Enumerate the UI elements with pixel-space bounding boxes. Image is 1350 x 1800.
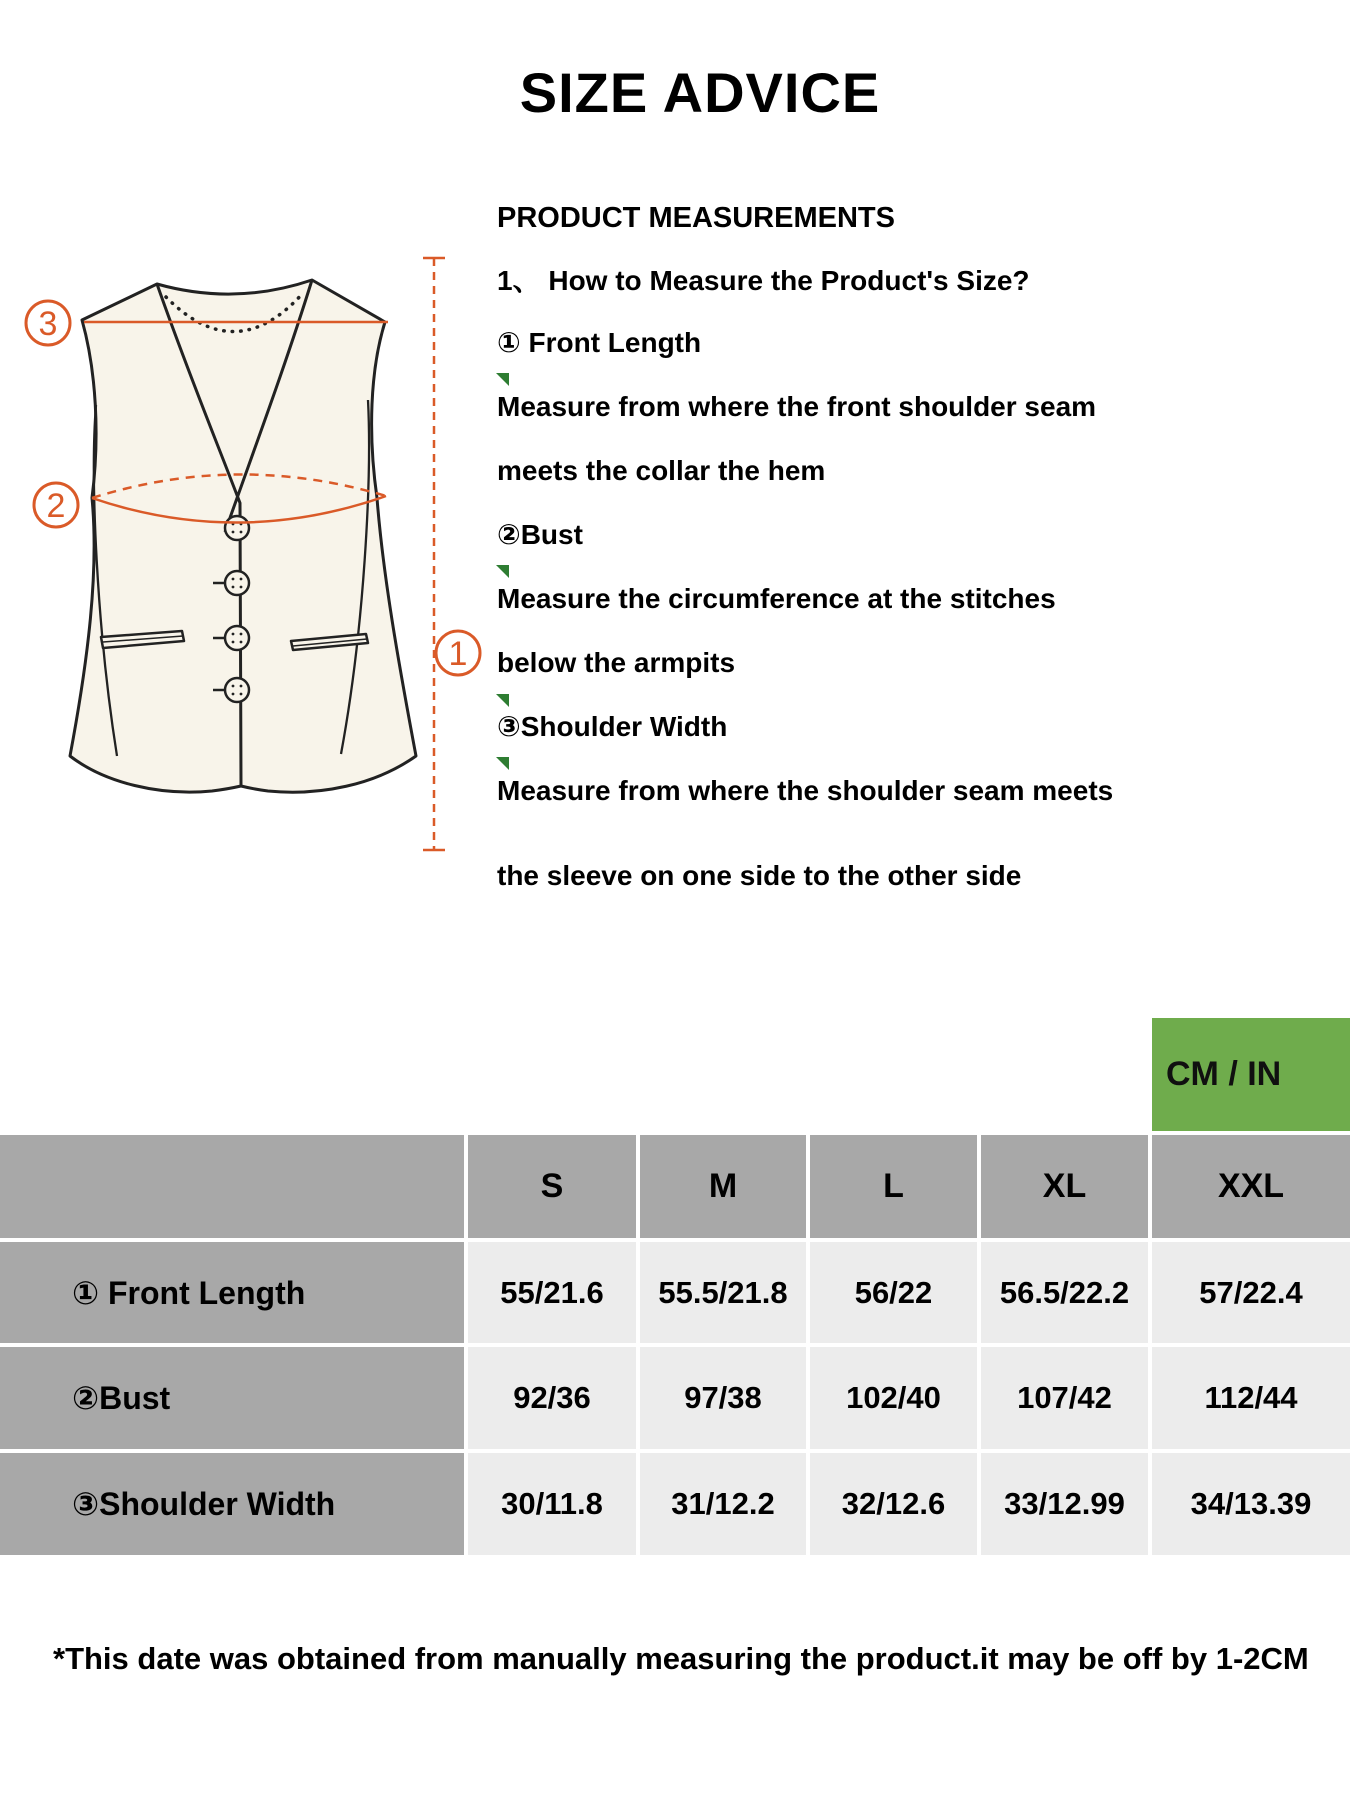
marker-shoulder-width-number: 3 (38, 305, 58, 343)
vest-illustration (0, 200, 500, 900)
column-header-l: L (810, 1135, 977, 1238)
row-label-bust: ②Bust (0, 1347, 464, 1449)
step3-label: ③Shoulder Width (497, 711, 728, 742)
value-cell: 92/36 (468, 1347, 636, 1449)
step1-desc-line1: Measure from where the front shoulder seam (497, 391, 1097, 422)
step1-desc-line2: meets the collar the hem (497, 455, 826, 486)
table-corner-cell (0, 1135, 464, 1238)
value-cell: 30/11.8 (468, 1453, 636, 1555)
marker-front-length-number: 1 (448, 635, 468, 673)
value-cell: 112/44 (1152, 1347, 1350, 1449)
value-cell: 32/12.6 (810, 1453, 977, 1555)
value-cell: 56/22 (810, 1242, 977, 1343)
step3-desc-line1: Measure from where the shoulder seam meets (497, 775, 1114, 806)
value-cell: 34/13.39 (1152, 1453, 1350, 1555)
measurement-disclaimer: *This date was obtained from manually measuring the product.it may be off by 1-2CM (53, 1641, 1309, 1676)
size-table (0, 1135, 1350, 1555)
step3-desc-line2: the sleeve on one side to the other side (497, 860, 1022, 891)
how-to-measure-line: 1、 How to Measure the Product's Size? (497, 265, 1030, 296)
unit-badge: CM / IN (1152, 1018, 1350, 1131)
value-cell: 97/38 (640, 1347, 806, 1449)
value-cell: 107/42 (981, 1347, 1148, 1449)
column-header-m: M (640, 1135, 806, 1238)
step1-label: ① Front Length (497, 327, 702, 358)
value-cell: 56.5/22.2 (981, 1242, 1148, 1343)
page-title: SIZE ADVICE (519, 61, 881, 124)
value-cell: 31/12.2 (640, 1453, 806, 1555)
value-cell: 55.5/21.8 (640, 1242, 806, 1343)
value-cell: 102/40 (810, 1347, 977, 1449)
step2-label: ②Bust (497, 519, 583, 550)
length-measure-line (423, 258, 445, 850)
step2-desc-line2: below the armpits (497, 647, 736, 678)
step2-desc-line1: Measure the circumference at the stitches (497, 583, 1056, 614)
column-header-xxl: XXL (1152, 1135, 1350, 1238)
value-cell: 57/22.4 (1152, 1242, 1350, 1343)
column-header-s: S (468, 1135, 636, 1238)
row-label-front-length: ① Front Length (0, 1242, 464, 1343)
column-header-xl: XL (981, 1135, 1148, 1238)
marker-bust-number: 2 (46, 487, 66, 525)
row-label-shoulder-width: ③Shoulder Width (0, 1453, 464, 1555)
value-cell: 33/12.99 (981, 1453, 1148, 1555)
value-cell: 55/21.6 (468, 1242, 636, 1343)
instructions-heading: PRODUCT MEASUREMENTS (497, 202, 895, 234)
